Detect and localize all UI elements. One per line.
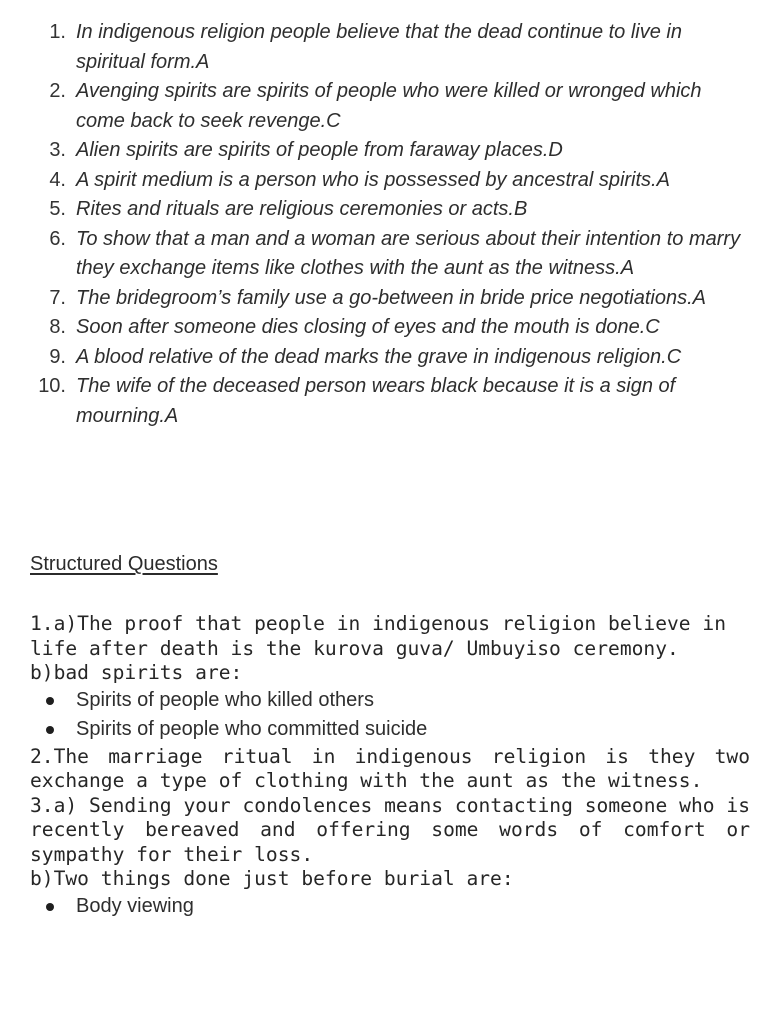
- answers-list: [0, 18, 768, 431]
- section-heading: Structured Questions: [30, 553, 218, 575]
- list-item: [0, 372, 768, 431]
- list-item: [0, 225, 768, 284]
- item-number: 7.: [49, 286, 66, 309]
- answer-3a: 3.a) Sending your condolences means contacting someone who is recently bereaved and offering some words of comfort or sympathy for their loss.: [30, 793, 750, 866]
- item-text: To show that a man and a woman are serious about their intention to marry they exchange items like clothes with the aunt as the witness.A: [76, 227, 741, 279]
- list-item: [30, 892, 750, 922]
- list-item: [0, 195, 768, 225]
- list-item: [0, 166, 768, 196]
- list-item: [0, 343, 768, 373]
- list-item: [0, 284, 768, 314]
- list-item: [0, 136, 768, 166]
- item-number: 2.: [49, 80, 66, 102]
- item-number: 10.: [38, 375, 66, 397]
- item-text: The wife of the deceased person wears black because it is a sign of mourning.A: [76, 375, 676, 427]
- list-item: [30, 686, 750, 716]
- answer-1b: b)bad spirits are:: [30, 661, 243, 684]
- item-number: 4.: [49, 168, 66, 191]
- list-item: [0, 313, 768, 343]
- item-number: 6.: [49, 227, 66, 250]
- item-number: 1.: [49, 21, 66, 43]
- item-text: Spirits of people who committed suicide: [76, 718, 428, 740]
- item-number: 9.: [49, 345, 66, 368]
- item-text: A spirit medium is a person who is possessed by ancestral spirits.A: [76, 168, 670, 191]
- item-text: Soon after someone dies closing of eyes and the mouth is done.C: [76, 316, 660, 338]
- structured-answers: [30, 612, 750, 921]
- bullet-icon: [46, 903, 54, 911]
- list-item: [0, 77, 768, 136]
- item-text: Spirits of people who killed others: [76, 688, 374, 711]
- item-number: 3.: [49, 139, 66, 161]
- item-text: In indigenous religion people believe that the dead continue to live in spiritual form.A: [76, 21, 682, 73]
- item-number: 8.: [49, 316, 66, 338]
- bad-spirits-list: [30, 686, 750, 745]
- item-text: Rites and rituals are religious ceremonies or acts.B: [76, 198, 528, 220]
- answer-1a: 1.a)The proof that people in indigenous religion believe in life after death is the kurova guva/ Umbuyiso ceremony.: [30, 612, 726, 660]
- item-text: Alien spirits are spirits of people from faraway places.D: [76, 139, 563, 161]
- item-text: The bridegroom’s family use a go-between in bride price negotiations.A: [76, 286, 706, 309]
- bullet-icon: [46, 726, 54, 734]
- list-item: [0, 18, 768, 77]
- answer-2: 2.The marriage ritual in indigenous religion is they two exchange a type of clothing with the aunt as the witness.: [30, 744, 750, 792]
- list-item: [30, 715, 750, 745]
- answer-3b: b)Two things done just before burial are:: [30, 867, 514, 890]
- burial-list: [30, 892, 750, 922]
- item-text: Avenging spirits are spirits of people who were killed or wronged which come back to seek revenge.C: [76, 80, 702, 132]
- item-text: A blood relative of the dead marks the grave in indigenous religion.C: [76, 345, 682, 368]
- bullet-icon: [46, 697, 54, 705]
- item-text: Body viewing: [76, 894, 194, 917]
- item-number: 5.: [49, 198, 66, 220]
